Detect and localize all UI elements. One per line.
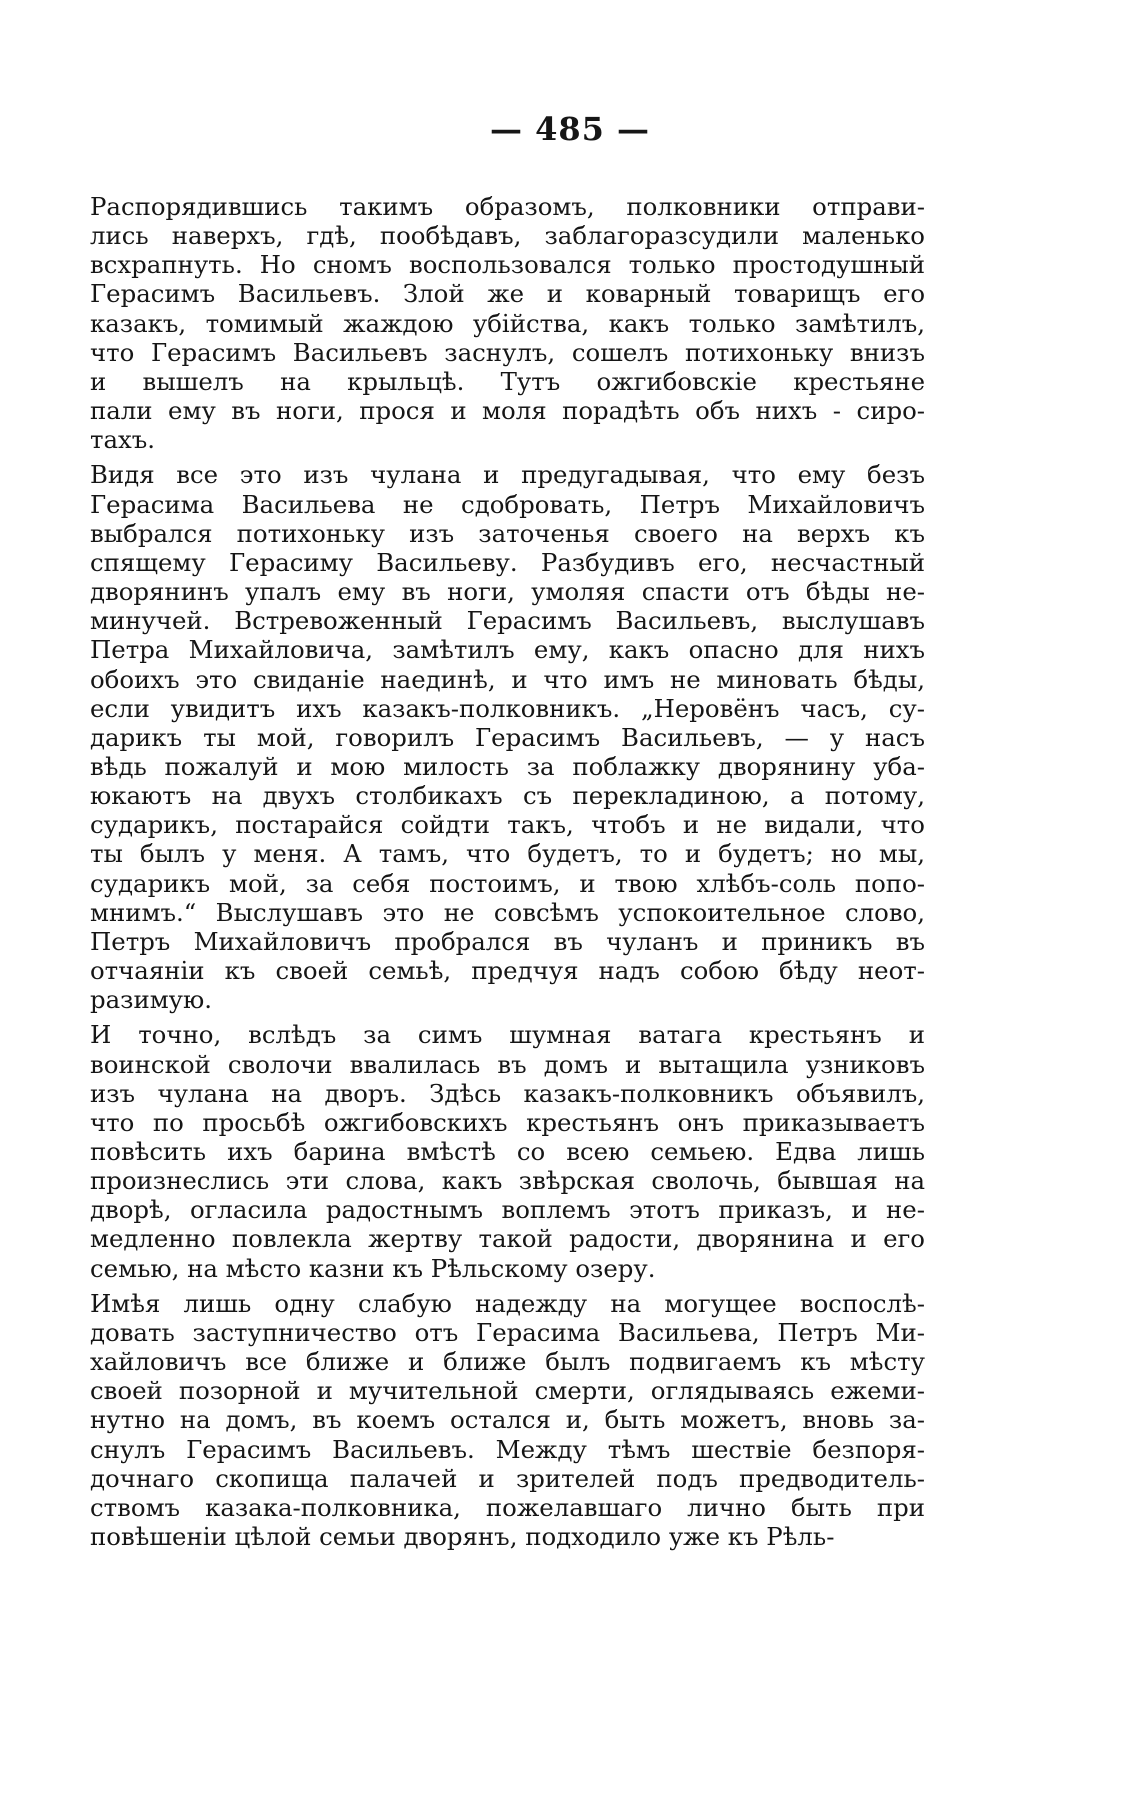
text-line: мнимъ.“ Выслушавъ это не совсѣмъ успокоительное слово, [90, 897, 925, 927]
text-line: Распорядившись такимъ образомъ, полковники отправи- [90, 192, 925, 221]
text-line: выбрался потихоньку изъ заточенья своего на верхъ къ [90, 518, 925, 548]
paragraph-2 [90, 460, 925, 1014]
text-line: повѣсить ихъ барина вмѣстѣ со всею семьею. Едва лишь [90, 1137, 925, 1166]
text-line: разимую. [90, 985, 213, 1015]
text-line: дарикъ ты мой, говорилъ Герасимъ Васильевъ, — у насъ [90, 722, 925, 752]
text-line: ты былъ у меня. А тамъ, что будетъ, то и будетъ; но мы, [90, 839, 925, 869]
text-line: Петра Михайловича, замѣтилъ ему, какъ опасно для нихъ [90, 635, 925, 665]
text-line: повѣшеніи цѣлой семьи дворянъ, подходило уже къ Рѣль- [90, 1522, 835, 1552]
text-line: минучей. Встревоженный Герасимъ Васильевъ, выслушавъ [90, 606, 925, 636]
text-line: вѣдь пожалуй и мою милость за поблажку дворянину уба- [90, 751, 925, 781]
text-line: и вышелъ на крыльцѣ. Тутъ ожгибовскіе крестьяне [90, 366, 925, 396]
text-line: отчаяніи къ своей семьѣ, предчуя надъ собою бѣду неот- [90, 956, 925, 986]
text-line: казакъ, томимый жаждою убійства, какъ только замѣтилъ, [90, 308, 925, 338]
text-line: довать заступничество отъ Герасима Васильева, Петръ Ми- [90, 1317, 925, 1347]
page-text [90, 192, 925, 1551]
text-line: медленно повлекла жертву такой радости, дворянина и его [90, 1224, 925, 1254]
text-line: сударикъ, постарайся сойдти такъ, чтобъ и не видали, что [90, 810, 925, 840]
text-line: дворѣ, огласила радостнымъ воплемъ этотъ приказъ, и не- [90, 1195, 925, 1225]
text-line: своей позорной и мучительной смерти, оглядываясь ежеми- [90, 1376, 925, 1406]
text-line: пали ему въ ноги, прося и моля порадѣть объ нихъ - сиро- [90, 396, 925, 426]
text-line: семью, на мѣсто казни къ Рѣльскому озеру. [90, 1253, 656, 1283]
text-line: тахъ. [90, 425, 156, 455]
text-line: если увидитъ ихъ казакъ-полковникъ. „Неровёнъ часъ, су- [90, 693, 925, 723]
page-number: — 485 — [489, 110, 651, 148]
text-line: сударикъ мой, за себя постоимъ, и твою хлѣбъ-соль попо- [90, 868, 925, 898]
text-line: Герасима Васильева не сдобровать, Петръ Михайловичъ [90, 489, 925, 519]
text-line: произнеслись эти слова, какъ звѣрская сволочь, бывшая на [90, 1166, 925, 1196]
text-line: И точно, вслѣдъ за симъ шумная ватага крестьянъ и [90, 1020, 925, 1050]
text-line: хайловичъ все ближе и ближе былъ подвигаемъ къ мѣсту [90, 1347, 925, 1377]
text-line: дворянинъ упалъ ему въ ноги, умоляя спасти отъ бѣды не- [90, 577, 925, 607]
text-line: Герасимъ Васильевъ. Злой же и коварный товарищъ его [90, 279, 925, 309]
text-line: нутно на домъ, въ коемъ остался и, быть можетъ, вновь за- [90, 1405, 925, 1435]
text-line: всхрапнуть. Но сномъ воспользовался только простодушный [90, 250, 925, 280]
text-line: дочнаго скопища палачей и зрителей подъ предводитель- [90, 1463, 925, 1493]
paragraph-3 [90, 1020, 925, 1282]
text-line: Видя все это изъ чулана и предугадывая, что ему безъ [90, 460, 925, 490]
paragraph-1 [90, 192, 925, 454]
text-line: воинской сволочи ввалилась въ домъ и вытащила узниковъ [90, 1049, 925, 1079]
text-line: юкаютъ на двухъ столбикахъ съ перекладиною, а потому, [90, 781, 925, 811]
text-line: Петръ Михайловичъ пробрался въ чуланъ и приникъ въ [90, 926, 925, 956]
text-line: снулъ Герасимъ Васильевъ. Между тѣмъ шествіе безпоря- [90, 1434, 925, 1464]
text-line: спящему Герасиму Васильеву. Разбудивъ его, несчастный [90, 547, 925, 577]
text-line: Имѣя лишь одну слабую надежду на могущее воспослѣ- [90, 1288, 925, 1318]
text-line: что Герасимъ Васильевъ заснулъ, сошелъ потихоньку внизъ [90, 337, 925, 367]
text-line: изъ чулана на дворъ. Здѣсь казакъ-полковникъ объявилъ, [90, 1078, 925, 1108]
text-line: ствомъ казака-полковника, пожелавшаго лично быть при [90, 1492, 925, 1522]
paragraph-4 [90, 1289, 925, 1551]
text-line: что по просьбѣ ожгибовскихъ крестьянъ онъ приказываетъ [90, 1107, 925, 1137]
text-line: лись наверхъ, гдѣ, пообѣдавъ, заблагоразсудили маленько [90, 221, 925, 251]
text-line: обоихъ это свиданіе наединѣ, и что имъ не миновать бѣды, [90, 664, 925, 694]
